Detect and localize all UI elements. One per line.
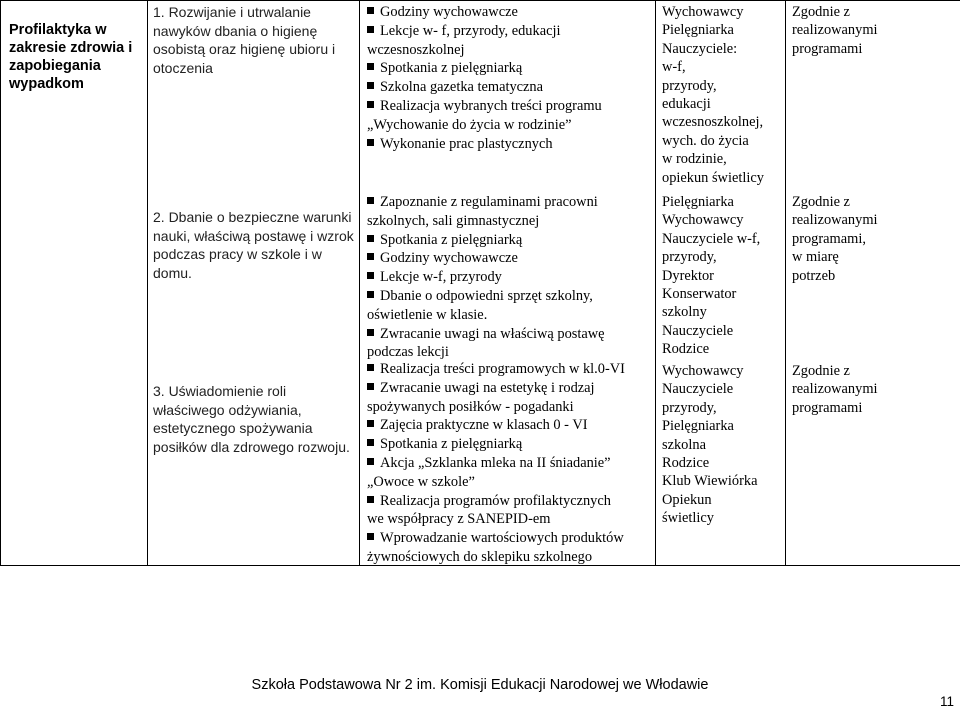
task-text: Lekcje w- f, przyrody, edukacji — [380, 22, 561, 39]
task-item-continuation — [367, 41, 653, 60]
table-row — [1, 1, 960, 566]
task-text: Realizacja programów profilaktycznych — [380, 492, 611, 509]
responsible-block — [662, 362, 783, 528]
responsible-block — [662, 3, 783, 187]
square-bullet-icon — [367, 235, 374, 242]
square-bullet-icon — [367, 101, 374, 108]
term-cell — [786, 1, 960, 566]
responsible-line: Rodzice — [662, 455, 710, 472]
task-item — [367, 325, 653, 344]
responsible-line: Pielęgniarka — [662, 194, 734, 210]
task-block — [367, 193, 653, 362]
task-text: Akcja „Szklanka mleka na II śniadanie” — [380, 454, 611, 471]
responsible-line: Wychowawcy — [662, 4, 744, 20]
task-text: wczesnoszkolnej — [367, 41, 465, 58]
responsible-line: przyrody, — [662, 249, 717, 266]
task-text: Zwracanie uwagi na właściwą postawę — [380, 325, 605, 342]
task-item — [367, 193, 653, 212]
responsible-line: Dyrektor — [662, 267, 714, 284]
task-item — [367, 78, 653, 97]
task-item — [367, 379, 653, 398]
square-bullet-icon — [367, 7, 374, 14]
task-text: „Wychowanie do życia w rodzinie” — [367, 116, 572, 133]
task-item — [367, 249, 653, 268]
responsible-line: Nauczyciele — [662, 381, 734, 398]
task-item-continuation — [367, 473, 653, 492]
task-item — [367, 416, 653, 435]
page-footer: Szkoła Podstawowa Nr 2 im. Komisji Edukacji Narodowej we Włodawie — [251, 677, 709, 693]
task-item — [367, 287, 653, 306]
task-block — [367, 3, 653, 153]
task-item — [367, 97, 653, 116]
responsible-line: Konserwator — [662, 286, 737, 303]
square-bullet-icon — [367, 533, 374, 540]
task-item-continuation — [367, 306, 653, 325]
task-text: Spotkania z pielęgniarką — [380, 231, 523, 248]
responsible-line: wczesnoszkolnej, — [662, 114, 764, 131]
term-block — [792, 193, 958, 285]
task-text: Zapoznanie z regulaminami pracowni — [380, 194, 598, 210]
square-bullet-icon — [367, 291, 374, 298]
responsible-line: Nauczyciele w-f, — [662, 230, 761, 247]
square-bullet-icon — [367, 329, 374, 336]
task-text: „Owoce w szkole” — [367, 473, 475, 490]
task-item — [367, 492, 653, 511]
responsible-cell — [656, 1, 786, 566]
square-bullet-icon — [367, 496, 374, 503]
task-text: Godziny wychowawcze — [380, 250, 518, 267]
responsible-line: przyrody, — [662, 399, 717, 416]
term-line: realizowanymi — [792, 22, 878, 39]
goal-item: 1. Rozwijanie i utrwalanie nawyków dbania o higienę osobistą oraz higienę ubioru i otoczenia — [153, 4, 336, 76]
page-number: 11 — [939, 694, 954, 709]
tasks-cell — [360, 1, 656, 566]
square-bullet-icon — [367, 272, 374, 279]
task-text: we współpracy z SANEPID-em — [367, 511, 551, 528]
task-text: Zajęcia praktyczne w klasach 0 - VI — [380, 417, 588, 434]
task-text: Godziny wychowawcze — [380, 4, 518, 20]
square-bullet-icon — [367, 420, 374, 427]
responsible-line: wych. do życia — [662, 132, 749, 149]
task-text: Wprowadzanie wartościowych produktów — [380, 530, 624, 547]
task-item — [367, 135, 653, 154]
task-item — [367, 360, 653, 379]
term-line: programami — [792, 40, 863, 57]
task-text: żywnościowych do sklepiku szkolnego — [367, 548, 593, 565]
responsible-line: szkolna — [662, 436, 706, 453]
task-item-continuation — [367, 510, 653, 529]
goals-cell — [148, 1, 360, 566]
task-item — [367, 454, 653, 473]
task-text: Szkolna gazetka tematyczna — [380, 79, 544, 96]
term-line: Zgodnie z — [792, 194, 850, 210]
responsible-line: Wychowawcy — [662, 363, 744, 379]
square-bullet-icon — [367, 364, 374, 371]
term-line: w miarę — [792, 249, 839, 266]
section-cell — [1, 1, 148, 566]
task-text: Realizacja wybranych treści programu — [380, 97, 602, 114]
task-item-continuation — [367, 212, 653, 231]
task-text: oświetlenie w klasie. — [367, 306, 488, 323]
task-text: Dbanie o odpowiedni sprzęt szkolny, — [380, 287, 593, 304]
responsible-line: świetlicy — [662, 510, 714, 527]
term-line: potrzeb — [792, 267, 836, 284]
task-item-continuation — [367, 398, 653, 417]
square-bullet-icon — [367, 439, 374, 446]
term-line: Zgodnie z — [792, 4, 850, 20]
responsible-line: w rodzinie, — [662, 151, 727, 168]
term-line: realizowanymi — [792, 381, 878, 398]
responsible-line: Pielęgniarka — [662, 22, 734, 39]
task-item — [367, 435, 653, 454]
square-bullet-icon — [367, 197, 374, 204]
task-text: podczas lekcji — [367, 344, 449, 361]
task-text: Lekcje w-f, przyrody — [380, 269, 502, 286]
goal-item: 3. Uświadomienie roli właściwego odżywiania, estetycznego spożywania posiłków dla zdrowego rozwoju. — [153, 383, 350, 455]
task-block — [367, 360, 653, 567]
square-bullet-icon — [367, 139, 374, 146]
responsible-line: Klub Wiewiórka — [662, 473, 758, 490]
square-bullet-icon — [367, 63, 374, 70]
goal-item: 2. Dbanie o bezpieczne warunki nauki, właściwą postawę i wzrok podczas pracy w szkole i w domu. — [153, 209, 354, 281]
term-block — [792, 3, 958, 58]
task-item — [367, 529, 653, 548]
responsible-line: Wychowawcy — [662, 212, 744, 229]
task-text: Zwracanie uwagi na estetykę i rodzaj — [380, 379, 595, 396]
task-text: Spotkania z pielęgniarką — [380, 436, 523, 453]
task-item — [367, 59, 653, 78]
square-bullet-icon — [367, 458, 374, 465]
task-text: szkolnych, sali gimnastycznej — [367, 212, 540, 229]
task-item-continuation — [367, 116, 653, 135]
task-text: Wykonanie prac plastycznych — [380, 135, 553, 152]
responsible-line: Nauczyciele: — [662, 40, 738, 57]
task-item — [367, 22, 653, 41]
term-line: programami — [792, 399, 863, 416]
responsible-line: Nauczyciele — [662, 322, 734, 339]
task-text: spożywanych posiłków - pogadanki — [367, 398, 574, 415]
task-text: Spotkania z pielęgniarką — [380, 60, 523, 77]
task-item-continuation — [367, 548, 653, 567]
square-bullet-icon — [367, 383, 374, 390]
square-bullet-icon — [367, 253, 374, 260]
task-text: Realizacja treści programowych w kl.0-VI — [380, 361, 625, 377]
responsible-line: Opiekun — [662, 491, 712, 508]
term-line: programami, — [792, 230, 866, 247]
square-bullet-icon — [367, 26, 374, 33]
responsible-line: Pielęgniarka — [662, 418, 734, 435]
square-bullet-icon — [367, 82, 374, 89]
responsible-block — [662, 193, 783, 359]
responsible-line: w-f, — [662, 59, 686, 76]
responsible-line: Rodzice — [662, 341, 710, 358]
responsible-line: edukacji — [662, 96, 711, 113]
task-item — [367, 268, 653, 287]
term-line: realizowanymi — [792, 212, 878, 229]
task-item — [367, 231, 653, 250]
responsible-line: opiekun świetlicy — [662, 169, 764, 186]
section-title: Profilaktyka w zakresie zdrowia i zapobiegania wypadkom — [9, 22, 133, 92]
responsible-line: szkolny — [662, 304, 707, 321]
responsible-line: przyrody, — [662, 77, 717, 94]
term-line: Zgodnie z — [792, 363, 850, 379]
task-item — [367, 3, 653, 22]
term-block — [792, 362, 958, 417]
